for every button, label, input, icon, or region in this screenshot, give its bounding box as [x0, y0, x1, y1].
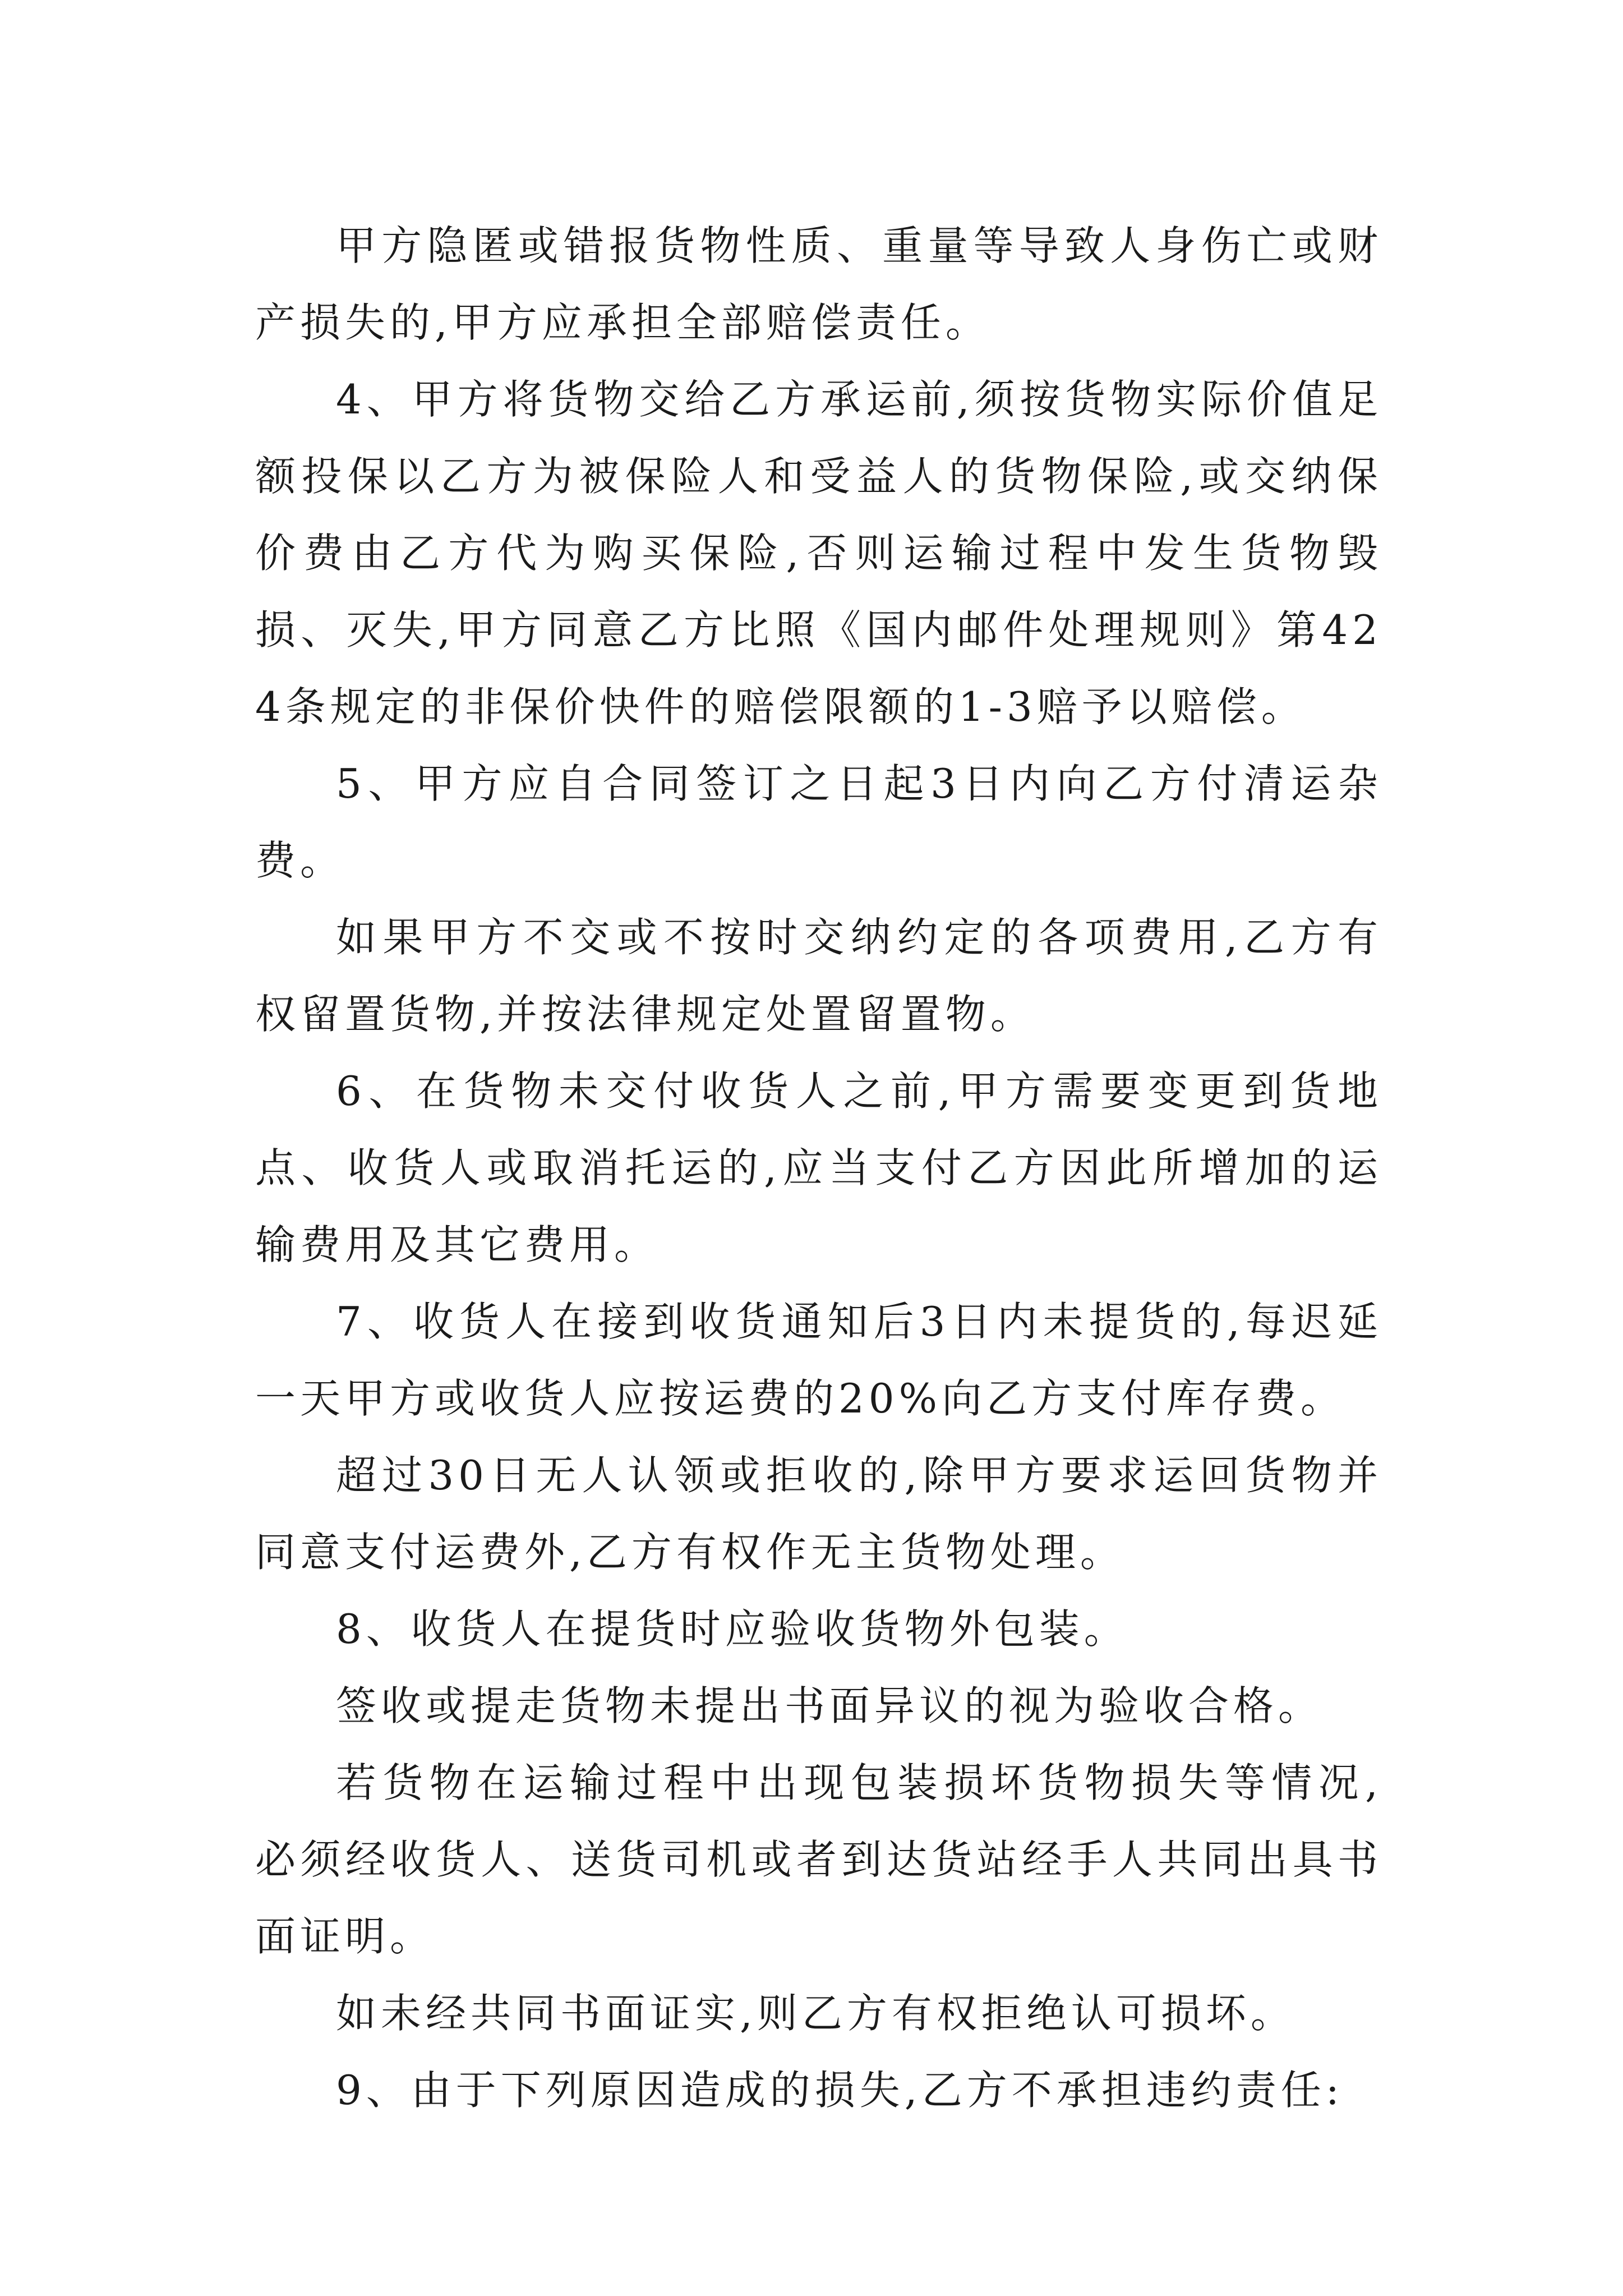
paragraph: 甲方隐匿或错报货物性质、重量等导致人身伤亡或财产损失的,甲方应承担全部赔偿责任。	[255, 222, 1382, 346]
paragraph: 如未经共同书面证实,则乙方有权拒绝认可损坏。	[336, 1990, 1295, 2037]
paragraph: 签收或提走货物未提出书面异议的视为验收合格。	[336, 1682, 1324, 1729]
paragraph: 7、收货人在接到收货通知后3日内未提货的,每迟延一天甲方或收货人应按运费的20%向乙方支付库存费。	[255, 1298, 1382, 1422]
paragraph: 若货物在运输过程中出现包装损坏货物损失等情况,必须经收货人、送货司机或者到达货站经手人共同出具书面证明。	[255, 1759, 1382, 1960]
paragraph: 6、在货物未交付收货人之前,甲方需要变更到货地点、收货人或取消托运的,应当支付乙方因此所增加的运输费用及其它费用。	[255, 1068, 1382, 1268]
document-body	[255, 208, 1382, 2129]
paragraph: 8、收货人在提货时应验收货物外包装。	[336, 1605, 1129, 1653]
paragraph: 9、由于下列原因造成的损失,乙方不承担违约责任:	[336, 2067, 1344, 2114]
paragraph: 超过30日无人认领或拒收的,除甲方要求运回货物并同意支付运费外,乙方有权作无主货物处理。	[255, 1452, 1382, 1576]
paragraph: 如果甲方不交或不按时交纳约定的各项费用,乙方有权留置货物,并按法律规定处置留置物。	[255, 914, 1382, 1038]
paragraph: 4、甲方将货物交给乙方承运前,须按货物实际价值足额投保以乙方为被保险人和受益人的货物保险,或交纳保价费由乙方代为购买保险,否则运输过程中发生货物毁损、灭失,甲方同意乙方比照《国内邮件处理规则》第424条规定的非保价快件的赔偿限额的1-3赔予以赔偿。	[255, 376, 1382, 730]
paragraph: 5、甲方应自合同签订之日起3日内向乙方付清运杂费。	[255, 760, 1382, 884]
